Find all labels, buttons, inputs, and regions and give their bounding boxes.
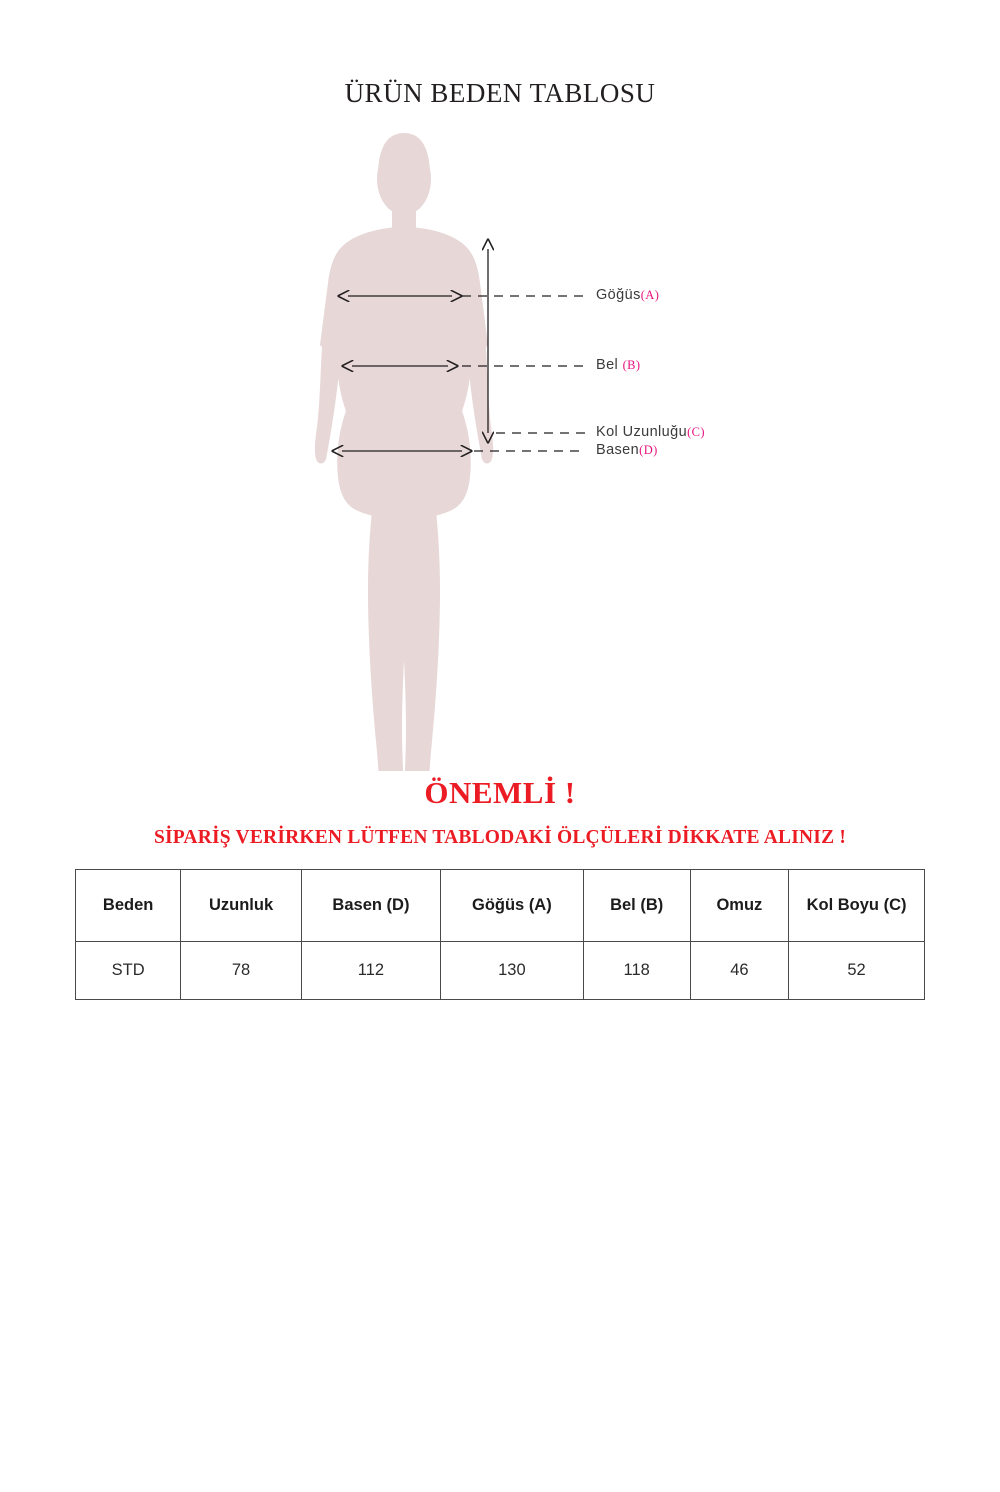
table-header-cell: Kol Boyu (C) bbox=[789, 870, 925, 942]
label-bust bbox=[596, 287, 659, 303]
table-cell: 78 bbox=[181, 942, 302, 1000]
body-silhouette-diagram bbox=[0, 131, 1000, 771]
label-waist-text: Bel bbox=[596, 357, 619, 373]
table-cell: 112 bbox=[301, 942, 440, 1000]
label-hip-code: (D) bbox=[639, 443, 658, 457]
table-cell: 118 bbox=[583, 942, 690, 1000]
important-subheading: SİPARİŞ VERİRKEN LÜTFEN TABLODAKİ ÖLÇÜLERİ DİKKATE ALINIZ ! bbox=[153, 827, 847, 848]
table-header-row bbox=[76, 870, 925, 942]
label-sleeve-text: Kol Uzunluğu bbox=[596, 424, 688, 440]
size-table bbox=[75, 869, 925, 1000]
label-waist-code: (B) bbox=[622, 358, 641, 372]
table-header-cell: Basen (D) bbox=[301, 870, 440, 942]
size-table-container bbox=[75, 869, 925, 1000]
table-header-cell: Omuz bbox=[690, 870, 788, 942]
table-header-cell: Göğüs (A) bbox=[441, 870, 584, 942]
table-row bbox=[76, 942, 925, 1000]
size-chart-figure bbox=[0, 131, 1000, 771]
label-waist bbox=[596, 357, 640, 373]
table-header-cell: Beden bbox=[76, 870, 181, 942]
table-cell: 46 bbox=[690, 942, 788, 1000]
label-bust-code: (A) bbox=[640, 288, 660, 302]
label-hip bbox=[596, 442, 658, 458]
table-cell: 52 bbox=[789, 942, 925, 1000]
page-title: ÜRÜN BEDEN TABLOSU bbox=[344, 78, 656, 108]
table-header-cell: Bel (B) bbox=[583, 870, 690, 942]
female-body-silhouette bbox=[315, 133, 493, 771]
label-sleeve-code: (C) bbox=[687, 425, 705, 439]
table-cell: STD bbox=[76, 942, 181, 1000]
label-bust-text: Göğüs bbox=[596, 287, 641, 303]
label-hip-text: Basen bbox=[596, 442, 640, 458]
table-cell: 130 bbox=[441, 942, 584, 1000]
table-header-cell: Uzunluk bbox=[181, 870, 302, 942]
label-sleeve-length bbox=[596, 424, 705, 440]
important-heading: ÖNEMLİ ! bbox=[424, 775, 576, 810]
